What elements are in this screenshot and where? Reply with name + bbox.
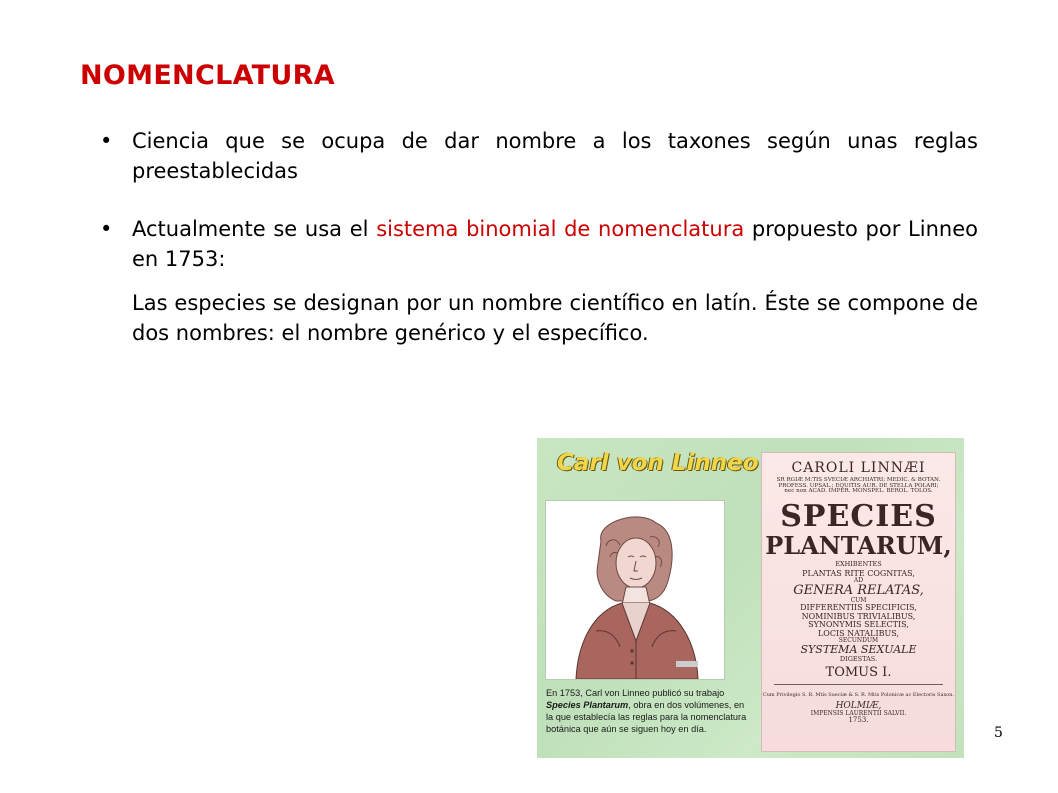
caption-book-title: Species Plantarum	[546, 700, 629, 710]
page-number: 5	[994, 725, 1003, 741]
bullet-item-binomial	[100, 214, 978, 348]
figure-heading: Carl von Linneo	[557, 450, 759, 476]
bullet-item-definition	[100, 126, 978, 186]
title-page-line: NOMINIBUS TRIVIALIBUS,	[801, 611, 916, 621]
title-page-line: nec non ACAD. IMPER. MONSPEL. BEROL. TOLOS.	[784, 488, 933, 495]
title-page-line: LOCIS NATALIBUS,	[817, 628, 900, 638]
bullet-subtext: Las especies se designan por un nombre científico en latín. Éste se compone de dos nombres: el nombre genérico y el específico.	[132, 291, 978, 345]
bullet-text: • Ciencia que se ocupa de dar nombre a los taxones según unas reglas preestablecidas	[132, 129, 978, 183]
linnaeus-portrait	[545, 500, 725, 680]
title-page-line: HOLMIÆ,	[835, 700, 882, 711]
figure-caption	[546, 687, 752, 735]
title-page-line: SPECIES	[780, 499, 937, 535]
title-page-line: PLANTARUM,	[765, 530, 952, 560]
title-page-line: SR RGIÆ M:TIS SVECIÆ ARCHIATRI; MEDIC. & BOTAN.	[776, 476, 941, 483]
caption-text: En 1753, Carl von Linneo publicó su trabajo	[546, 688, 725, 698]
highlight-binomial-system: sistema binomial de nomenclatura	[376, 217, 745, 241]
title-page-line: DIFFERENTIIS SPECIFICIS,	[800, 603, 917, 613]
bullet-list	[100, 126, 978, 376]
bullet-text	[132, 214, 978, 274]
title-page-line: PROFESS. UPSAL.; EQUITIS AUR. DE STELLA POLARI;	[778, 482, 939, 489]
slide-title: NOMENCLATURA	[80, 60, 335, 91]
title-page-line: AD	[853, 577, 864, 585]
title-page-line: SYSTEMA SEXUALE	[800, 643, 917, 657]
title-page-line: 1753.	[848, 716, 869, 725]
portrait-illustration	[546, 501, 724, 679]
title-page-line: SECUNDUM	[838, 636, 879, 644]
bullet-text-before: Actualmente se usa el	[132, 217, 377, 241]
title-page-line: DIGESTAS.	[839, 654, 878, 663]
title-page-line: IMPENSIS LAURENTII SALVII.	[810, 709, 907, 717]
title-page-line: SYNONYMIS SELECTIS,	[808, 620, 909, 630]
bullet-text-after: propuesto por Linneo en 1753:	[132, 217, 978, 271]
title-page-line: CUM	[850, 597, 867, 605]
title-page-line: Cum Privilegio S. R. Mtis Sueciæ & S. R. Mtis Polonicæ ac Electoris Saxon.	[762, 692, 955, 699]
caption-text-end: , obra en dos volúmenes, en la que establecía las reglas para la nomenclatura botánica que aún se siguen hoy en día.	[546, 700, 747, 734]
species-plantarum-title-page	[761, 452, 956, 752]
linnaeus-figure	[537, 438, 964, 758]
title-page-line: TOMUS I.	[825, 664, 892, 680]
title-page-line: CAROLI LINNÆI	[791, 460, 926, 476]
title-page-line: PLANTAS RITE COGNITAS,	[802, 568, 915, 578]
title-page-line: EXHIBENTES	[835, 559, 882, 568]
title-page-rule	[774, 684, 943, 685]
title-page-line: GENERA RELATAS,	[793, 583, 924, 599]
